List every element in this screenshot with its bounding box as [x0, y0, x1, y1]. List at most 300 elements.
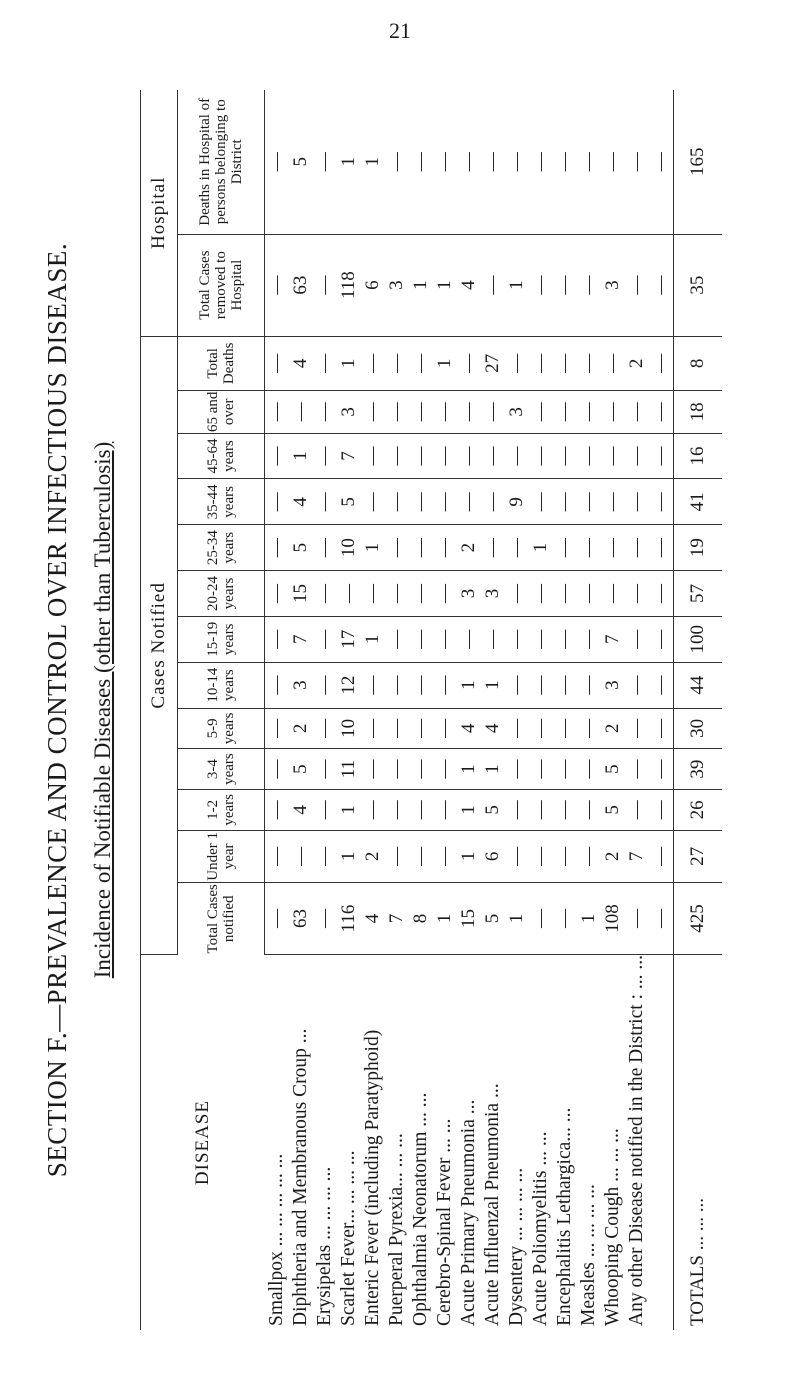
table-cell: —: [649, 708, 674, 749]
disease-label: Acute Primary Pneumonia ...: [458, 1099, 479, 1326]
table-cell: —: [601, 90, 625, 234]
table-cell: 17: [337, 616, 361, 662]
table-cell: —: [649, 571, 674, 617]
table-cell: —: [529, 789, 553, 830]
totals-cell: 18: [674, 391, 723, 434]
table-cell: —: [265, 391, 290, 434]
table-cell: —: [553, 830, 577, 882]
table-cell: 2: [457, 525, 481, 571]
column-header: 1-2 years: [178, 789, 265, 830]
table-cell: —: [481, 90, 505, 234]
table-cell: —: [481, 234, 505, 336]
table-cell: —: [361, 789, 385, 830]
table-cell: —: [577, 571, 601, 617]
table-cell: 1: [457, 749, 481, 790]
table-cell: 4: [289, 479, 313, 525]
table-cell: 63: [289, 234, 313, 336]
column-header: Total Cases notified: [178, 883, 265, 955]
table-cell: —: [505, 830, 529, 882]
hospital-header: Hospital: [141, 90, 178, 336]
table-cell: —: [577, 433, 601, 479]
table-cell: 1: [481, 662, 505, 708]
table-cell: —: [361, 749, 385, 790]
table-cell: —: [505, 433, 529, 479]
table-cell: —: [313, 662, 337, 708]
table-cell: —: [553, 571, 577, 617]
table-cell: —: [265, 234, 290, 336]
table-cell: 4: [481, 708, 505, 749]
table-cell: —: [409, 391, 433, 434]
table-cell: —: [385, 525, 409, 571]
table-cell: —: [265, 749, 290, 790]
disease-label: Scarlet Fever... ... ... ...: [338, 1150, 359, 1326]
table-cell: —: [529, 708, 553, 749]
table-cell: 10: [337, 525, 361, 571]
totals-cell: 165: [674, 90, 723, 234]
table-cell: —: [529, 749, 553, 790]
table-cell: 1: [337, 90, 361, 234]
table-cell: —: [529, 616, 553, 662]
table-cell: —: [265, 571, 290, 617]
table-cell: 1: [289, 433, 313, 479]
table-cell: —: [505, 571, 529, 617]
disease-label: Smallpox ... ... ... ... ...: [265, 1153, 287, 1326]
column-header: 25-34 years: [178, 525, 265, 571]
table-cell: —: [289, 391, 313, 434]
table-cell: —: [385, 433, 409, 479]
table-cell: —: [649, 433, 674, 479]
subtitle: [90, 90, 116, 1330]
table-cell: 1: [361, 616, 385, 662]
totals-cell: 425: [674, 883, 723, 955]
table-cell: —: [433, 708, 457, 749]
table-cell: —: [553, 883, 577, 955]
table-cell: 1: [433, 336, 457, 390]
table-cell: —: [361, 708, 385, 749]
table-cell: 1: [457, 830, 481, 882]
table-cell: —: [457, 616, 481, 662]
table-cell: —: [553, 749, 577, 790]
table-cell: —: [433, 391, 457, 434]
table-cell: 4: [457, 708, 481, 749]
table-cell: 1: [337, 789, 361, 830]
table-row: [265, 90, 290, 1330]
table-cell: —: [505, 789, 529, 830]
column-header: Total Deaths: [178, 336, 265, 390]
table-cell: —: [457, 391, 481, 434]
table-cell: —: [625, 789, 649, 830]
table-row: [529, 90, 553, 1330]
table-cell: 63: [289, 883, 313, 955]
table-cell: —: [649, 391, 674, 434]
table-cell: —: [457, 336, 481, 390]
column-header: Deaths in Hospital of persons belonging to District: [178, 90, 265, 234]
table-row: [337, 90, 361, 1330]
totals-cell: 19: [674, 525, 723, 571]
table-cell: —: [505, 336, 529, 390]
table-cell: —: [577, 662, 601, 708]
table-cell: —: [529, 883, 553, 955]
disease-label: Dysentery ... ... ... ...: [506, 1167, 527, 1326]
table-cell: —: [385, 708, 409, 749]
table-cell: 1: [409, 234, 433, 336]
table-cell: —: [361, 433, 385, 479]
table-cell: —: [361, 391, 385, 434]
table-cell: —: [361, 336, 385, 390]
table-cell: —: [577, 789, 601, 830]
table-cell: —: [265, 883, 290, 955]
table-cell: —: [625, 883, 649, 955]
table-cell: 1: [361, 525, 385, 571]
table-cell: —: [505, 749, 529, 790]
table-cell: 3: [505, 391, 529, 434]
table-cell: 6: [361, 234, 385, 336]
table-row: [361, 90, 385, 1330]
table-cell: —: [601, 525, 625, 571]
table-cell: —: [601, 391, 625, 434]
table-cell: —: [385, 479, 409, 525]
column-header: 65 and over: [178, 391, 265, 434]
table-cell: —: [313, 433, 337, 479]
disease-label: Erysipelas ... ... ... ...: [314, 1166, 335, 1326]
table-row: [625, 90, 649, 1330]
table-row: [553, 90, 577, 1330]
disease-label: Acute Influenzal Pneumonia ...: [482, 1083, 503, 1326]
table-cell: —: [409, 830, 433, 882]
table-cell: —: [601, 479, 625, 525]
table-cell: 118: [337, 234, 361, 336]
table-cell: —: [313, 90, 337, 234]
table-cell: —: [481, 525, 505, 571]
table-cell: —: [409, 708, 433, 749]
disease-label: Cerebro-Spinal Fever ... ...: [434, 1118, 455, 1326]
table-cell: —: [313, 883, 337, 955]
table-cell: 3: [601, 234, 625, 336]
column-header: Total Cases removed to Hospital: [178, 234, 265, 336]
table-cell: 1: [505, 883, 529, 955]
table-cell: —: [625, 433, 649, 479]
table-cell: —: [553, 90, 577, 234]
table-cell: 3: [289, 662, 313, 708]
table-cell: 2: [625, 336, 649, 390]
table-cell: —: [553, 391, 577, 434]
table-cell: —: [385, 391, 409, 434]
table-cell: —: [601, 433, 625, 479]
table-cell: 7: [289, 616, 313, 662]
table-cell: —: [553, 433, 577, 479]
table-cell: 5: [289, 749, 313, 790]
table-cell: —: [481, 391, 505, 434]
totals-cell: 41: [674, 479, 723, 525]
table-cell: —: [313, 234, 337, 336]
table-cell: —: [625, 662, 649, 708]
table-cell: 10: [337, 708, 361, 749]
table-cell: 5: [337, 479, 361, 525]
table-cell: —: [505, 90, 529, 234]
table-cell: —: [433, 90, 457, 234]
table-cell: —: [265, 479, 290, 525]
table-cell: —: [265, 336, 290, 390]
table-cell: 2: [601, 708, 625, 749]
table-cell: 5: [481, 789, 505, 830]
table-row: [577, 90, 601, 1330]
table-cell: —: [265, 616, 290, 662]
table-cell: —: [313, 749, 337, 790]
table-cell: 116: [337, 883, 361, 955]
table-cell: —: [433, 749, 457, 790]
table-cell: —: [577, 708, 601, 749]
table-cell: —: [289, 830, 313, 882]
table-row: [505, 90, 529, 1330]
table-cell: —: [553, 479, 577, 525]
table-cell: —: [529, 90, 553, 234]
table-cell: 7: [385, 883, 409, 955]
table-cell: —: [577, 749, 601, 790]
table-cell: —: [577, 830, 601, 882]
table-cell: —: [649, 883, 674, 955]
disease-label: Diphtheria and Membranous Croup ...: [290, 1028, 311, 1326]
column-header: 45-64 years: [178, 433, 265, 479]
table-cell: —: [625, 571, 649, 617]
table-cell: —: [313, 616, 337, 662]
table-cell: —: [553, 336, 577, 390]
table-cell: —: [649, 336, 674, 390]
table-cell: —: [529, 433, 553, 479]
disease-label: Enteric Fever (including Paratyphoid): [362, 1029, 383, 1326]
table-cell: 7: [601, 616, 625, 662]
table-cell: 1: [337, 336, 361, 390]
table-cell: —: [553, 525, 577, 571]
table-cell: —: [265, 90, 290, 234]
table-cell: —: [601, 336, 625, 390]
table-cell: —: [625, 234, 649, 336]
table-cell: 11: [337, 749, 361, 790]
totals-cell: 16: [674, 433, 723, 479]
table-cell: —: [433, 433, 457, 479]
table-cell: —: [385, 662, 409, 708]
table-cell: —: [553, 662, 577, 708]
table-cell: —: [601, 571, 625, 617]
table-cell: —: [553, 234, 577, 336]
table-cell: —: [313, 336, 337, 390]
table-cell: —: [409, 789, 433, 830]
table-cell: —: [265, 830, 290, 882]
table-cell: —: [553, 616, 577, 662]
column-header: 3-4 years: [178, 749, 265, 790]
table-cell: 7: [337, 433, 361, 479]
table-cell: —: [385, 616, 409, 662]
table-cell: 1: [457, 789, 481, 830]
table-cell: 5: [289, 90, 313, 234]
table-row: [457, 90, 481, 1330]
table-cell: —: [313, 571, 337, 617]
table-cell: —: [649, 749, 674, 790]
table-cell: —: [313, 525, 337, 571]
table-cell: 4: [361, 883, 385, 955]
table-cell: 2: [289, 708, 313, 749]
table-cell: —: [433, 789, 457, 830]
disease-label: Encephalitis Lethargica... ...: [554, 1107, 575, 1326]
table-cell: —: [577, 616, 601, 662]
table-cell: 5: [289, 525, 313, 571]
disease-label: [649, 955, 674, 1330]
totals-cell: 35: [674, 234, 723, 336]
table-cell: —: [457, 90, 481, 234]
table-cell: —: [337, 571, 361, 617]
table-cell: —: [529, 479, 553, 525]
table-cell: 1: [433, 234, 457, 336]
column-header: 35-44 years: [178, 479, 265, 525]
table-cell: —: [625, 525, 649, 571]
table-cell: 5: [481, 883, 505, 955]
table-cell: —: [457, 433, 481, 479]
table-cell: 3: [385, 234, 409, 336]
table-cell: 1: [361, 90, 385, 234]
table-cell: —: [625, 90, 649, 234]
table-cell: 1: [433, 883, 457, 955]
table-cell: —: [265, 433, 290, 479]
table-row: [385, 90, 409, 1330]
table-row: [409, 90, 433, 1330]
table-cell: 108: [601, 883, 625, 955]
totals-cell: 44: [674, 662, 723, 708]
table-cell: —: [505, 616, 529, 662]
table-cell: —: [409, 479, 433, 525]
rotated-table-region: [40, 90, 730, 1330]
table-row: [313, 90, 337, 1330]
table-cell: —: [313, 830, 337, 882]
table-cell: —: [409, 433, 433, 479]
table-cell: —: [433, 616, 457, 662]
notifiable-diseases-table: [140, 90, 722, 1330]
table-cell: 1: [337, 830, 361, 882]
table-cell: —: [457, 479, 481, 525]
totals-cell: 100: [674, 616, 723, 662]
table-cell: —: [505, 708, 529, 749]
table-cell: 1: [505, 234, 529, 336]
table-cell: —: [409, 616, 433, 662]
disease-label: Any other Disease notified in the District : ... ...: [626, 955, 647, 1326]
table-cell: —: [625, 616, 649, 662]
table-cell: —: [385, 336, 409, 390]
table-cell: 3: [601, 662, 625, 708]
table-cell: —: [313, 391, 337, 434]
table-cell: —: [505, 525, 529, 571]
table-cell: —: [577, 336, 601, 390]
disease-label: Whooping Cough ... ... ...: [602, 1128, 623, 1326]
table-cell: —: [313, 789, 337, 830]
table-cell: —: [433, 479, 457, 525]
table-cell: —: [433, 662, 457, 708]
column-header: 20-24 years: [178, 571, 265, 617]
table-row: [649, 90, 674, 1330]
table-cell: —: [649, 789, 674, 830]
disease-label: Ophthalmia Neonatorum ... ...: [410, 1092, 431, 1326]
table-cell: —: [265, 708, 290, 749]
group-header-row: [141, 90, 178, 1330]
table-cell: —: [649, 234, 674, 336]
table-row: [289, 90, 313, 1330]
table-cell: 3: [457, 571, 481, 617]
table-cell: —: [409, 525, 433, 571]
table-cell: 1: [481, 749, 505, 790]
table-cell: 4: [289, 789, 313, 830]
table-row: [481, 90, 505, 1330]
table-cell: —: [649, 616, 674, 662]
table-cell: 1: [457, 662, 481, 708]
table-cell: —: [529, 336, 553, 390]
table-cell: —: [385, 90, 409, 234]
table-cell: —: [625, 391, 649, 434]
cases-notified-header: Cases Notified: [141, 336, 178, 954]
totals-cell: 30: [674, 708, 723, 749]
table-cell: —: [577, 90, 601, 234]
table-cell: 12: [337, 662, 361, 708]
table-cell: —: [361, 479, 385, 525]
table-cell: 5: [601, 789, 625, 830]
table-cell: —: [361, 662, 385, 708]
table-cell: —: [625, 708, 649, 749]
table-cell: 3: [337, 391, 361, 434]
table-cell: —: [409, 571, 433, 617]
table-cell: —: [265, 789, 290, 830]
section-title: SECTION F.—PREVALENCE AND CONTROL OVER INFECTIOUS DISEASE.: [42, 242, 72, 1178]
table-cell: 6: [481, 830, 505, 882]
table-cell: —: [409, 662, 433, 708]
column-header: 15-19 years: [178, 616, 265, 662]
column-header: 10-14 years: [178, 662, 265, 708]
table-cell: —: [481, 616, 505, 662]
table-cell: —: [265, 525, 290, 571]
disease-header: DISEASE: [141, 955, 265, 1330]
table-cell: —: [649, 479, 674, 525]
table-cell: —: [529, 830, 553, 882]
table-cell: 3: [481, 571, 505, 617]
table-cell: —: [577, 525, 601, 571]
table-cell: —: [553, 789, 577, 830]
table-cell: 5: [601, 749, 625, 790]
totals-label: TOTALS ... ... ...: [674, 955, 723, 1330]
table-cell: 15: [289, 571, 313, 617]
table-cell: —: [385, 749, 409, 790]
column-header: 5-9 years: [178, 708, 265, 749]
table-cell: 2: [361, 830, 385, 882]
table-cell: —: [385, 789, 409, 830]
table-cell: —: [649, 525, 674, 571]
table-cell: —: [529, 391, 553, 434]
table-cell: —: [385, 571, 409, 617]
table-cell: —: [385, 830, 409, 882]
table-cell: 4: [289, 336, 313, 390]
table-cell: —: [529, 571, 553, 617]
table-cell: —: [313, 708, 337, 749]
table-cell: —: [313, 479, 337, 525]
table-cell: —: [433, 525, 457, 571]
table-cell: —: [361, 571, 385, 617]
table-cell: —: [577, 234, 601, 336]
column-header: Under 1 year: [178, 830, 265, 882]
table-cell: —: [649, 90, 674, 234]
table-cell: —: [433, 830, 457, 882]
table-cell: —: [553, 708, 577, 749]
table-cell: —: [529, 234, 553, 336]
table-cell: —: [481, 433, 505, 479]
table-cell: —: [409, 749, 433, 790]
table-cell: —: [481, 479, 505, 525]
table-cell: —: [625, 749, 649, 790]
table-cell: 4: [457, 234, 481, 336]
table-cell: 9: [505, 479, 529, 525]
